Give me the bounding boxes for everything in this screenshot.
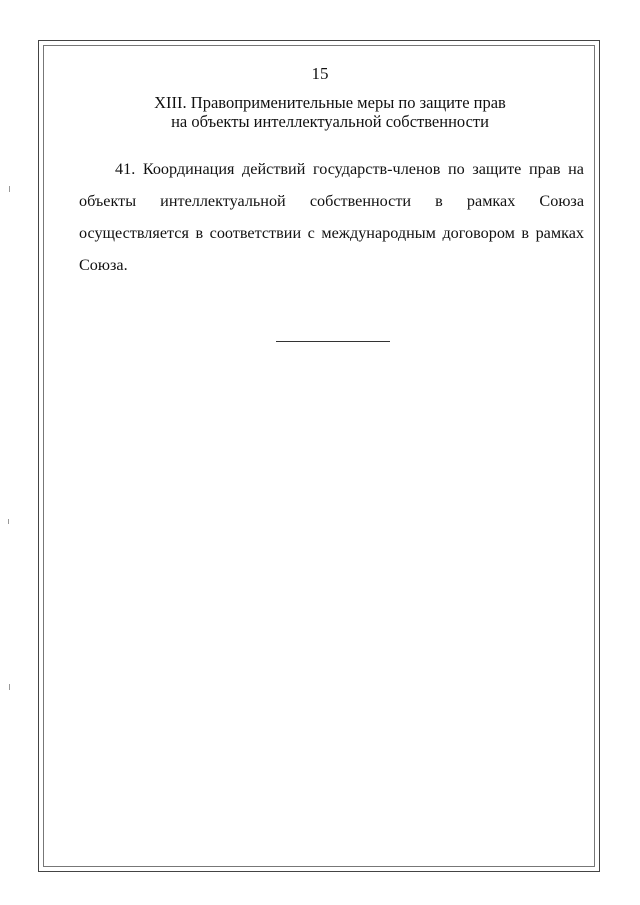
paragraph-line-3: осуществляется в соответствии с международным договором в рамках xyxy=(79,224,584,242)
paragraph-line-1: 41. Координация действий государств-членов по защите прав на xyxy=(115,160,584,178)
scan-artifact-mark xyxy=(9,186,10,192)
page-number: 15 xyxy=(311,64,329,83)
scan-artifact-mark xyxy=(9,684,10,690)
section-heading xyxy=(70,93,590,131)
paragraph-line-2: объекты интеллектуальной собственности в рамках Союза xyxy=(79,192,584,210)
article-41-paragraph xyxy=(79,153,584,281)
end-of-text-rule xyxy=(276,341,390,342)
section-heading-line-1: XIII. Правоприменительные меры по защите прав xyxy=(154,93,506,112)
section-heading-line-2: на объекты интеллектуальной собственности xyxy=(171,112,489,131)
paragraph-line-4: Союза. xyxy=(79,256,128,274)
scan-artifact-mark xyxy=(8,519,9,524)
